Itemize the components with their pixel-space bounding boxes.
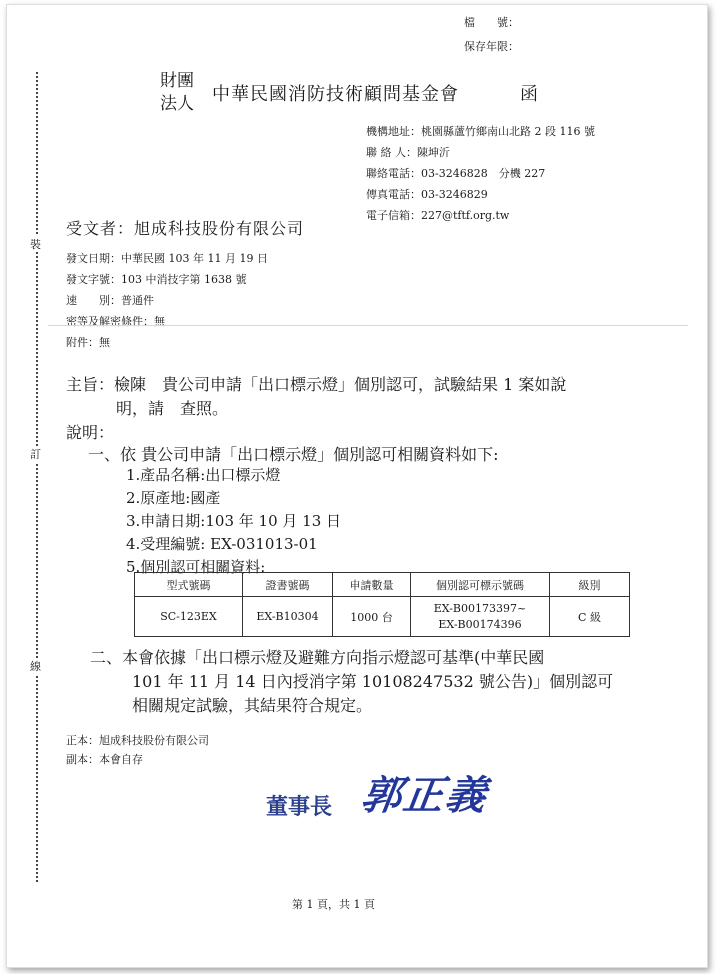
contact-email: 電子信箱：227@tftf.org.tw <box>366 209 510 222</box>
distribution <box>66 731 209 769</box>
subject-line2: 明，請 查照。 <box>116 399 229 418</box>
original-recipient: 正本：旭成科技股份有限公司 <box>66 734 209 747</box>
subject-line1: 主旨：檢陳 貴公司申請「出口標示燈」個別認可，試驗結果 1 案如說 <box>66 375 567 394</box>
item1-list <box>126 464 341 579</box>
binding-mark-xian: 線 <box>30 660 41 673</box>
document-page <box>6 4 708 968</box>
page-footer: 第 1 頁，共 1 頁 <box>292 898 375 911</box>
contact-address: 機構地址：桃園縣蘆竹鄉南山北路 2 段 116 號 <box>366 125 595 138</box>
application-date: 3.申請日期:103 年 10 月 13 日 <box>126 512 342 530</box>
attachments: 附件：無 <box>66 336 110 349</box>
col-grade: 級別 <box>550 573 630 597</box>
contact-block <box>366 121 595 226</box>
mark-range-end: EX-B00174396 <box>438 618 522 631</box>
signature-name: 郭正義 <box>358 772 491 819</box>
issue-number: 發文字號：103 中消技字第 1638 號 <box>66 273 247 286</box>
item2-line1: 二、本會依據「出口標示燈及避難方向指示燈認可基準(中華民國 <box>90 648 545 667</box>
cell-model: SC-123EX <box>135 597 243 637</box>
issue-date: 發文日期：中華民國 103 年 11 月 19 日 <box>66 252 268 265</box>
item2-block <box>90 646 613 718</box>
cell-mark <box>411 597 550 637</box>
retention-label: 保存年限： <box>464 40 519 53</box>
org-name: 中華民國消防技術顧問基金會 <box>212 84 459 105</box>
mark-range-start: EX-B00173397~ <box>433 602 527 615</box>
approval-data-label: 5.個別認可相關資料: <box>126 558 266 576</box>
explanation-heading: 說明： <box>66 423 115 442</box>
contact-fax: 傳真電話：03-3246829 <box>366 188 488 201</box>
binding-mark-ding: 訂 <box>30 448 41 461</box>
case-number: 4.受理編號: EX-031013-01 <box>126 535 318 553</box>
binding-mark-zhuang: 裝 <box>30 238 41 251</box>
product-name: 1.產品名稱:出口標示燈 <box>126 466 281 484</box>
copy-recipient: 副本：本會自存 <box>66 753 143 766</box>
security-level: 密等及解密條件：無 <box>66 315 165 328</box>
priority: 速 別：普通件 <box>66 294 154 307</box>
table-header-row <box>135 573 630 597</box>
contact-phone: 聯絡電話：03-3246828 分機 227 <box>366 167 546 180</box>
cell-grade: C 級 <box>550 597 630 637</box>
cell-qty: 1000 台 <box>333 597 411 637</box>
cell-cert: EX-B10304 <box>243 597 333 637</box>
col-qty: 申請數量 <box>333 573 411 597</box>
org-prefix-line2: 法人 <box>160 94 194 114</box>
origin: 2.原產地:國產 <box>126 489 221 507</box>
recipient: 受文者：旭成科技股份有限公司 <box>66 219 305 238</box>
doc-meta <box>66 248 268 353</box>
col-model: 型式號碼 <box>135 573 243 597</box>
approval-table <box>134 572 630 637</box>
scan-fold-line <box>48 325 688 326</box>
org-prefix-line1: 財團 <box>160 71 194 91</box>
contact-person: 聯 絡 人：陳坤沂 <box>366 146 450 159</box>
signature-title: 董事長 <box>266 794 333 820</box>
file-number-label: 檔 號： <box>464 16 519 29</box>
doc-type: 函 <box>520 84 538 105</box>
item2-line2: 101 年 11 月 14 日內授消字第 10108247532 號公告)」個別認可 <box>132 672 614 691</box>
col-cert: 證書號碼 <box>243 573 333 597</box>
item1-heading: 一、依 貴公司申請「出口標示燈」個別認可相關資料如下: <box>88 445 499 464</box>
binding-dotted-line <box>36 72 38 882</box>
table-row <box>135 597 630 637</box>
item2-line3: 相關規定試驗，其結果符合規定。 <box>132 696 373 715</box>
col-mark: 個別認可標示號碼 <box>411 573 550 597</box>
